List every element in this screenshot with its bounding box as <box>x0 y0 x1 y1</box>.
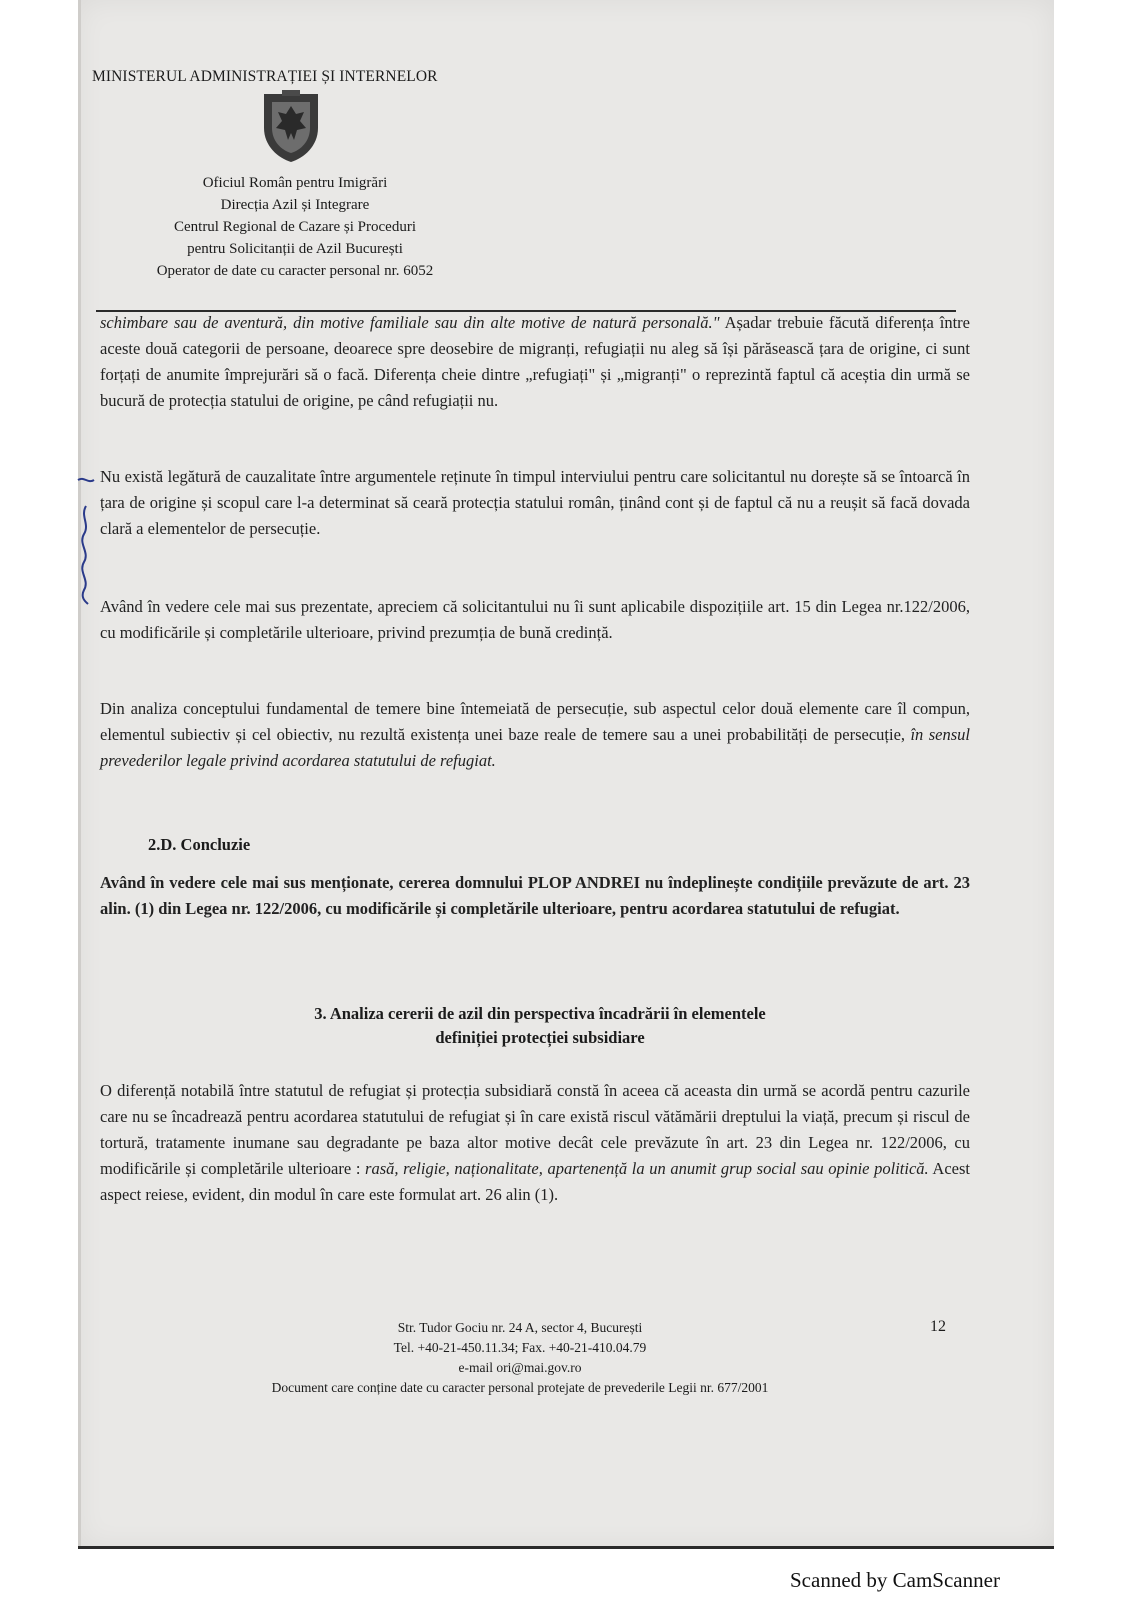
page-bottom-edge <box>78 1546 1054 1549</box>
header-line-5: Operator de date cu caracter personal nr. 6052 <box>156 263 434 279</box>
paragraph-4 <box>100 696 970 774</box>
paragraph-4-italic: în sensul prevederilor legale privind acordarea statutului de refugiat. <box>100 725 970 770</box>
footer-email: e-mail ori@mai.gov.ro <box>458 1360 582 1375</box>
section-heading-3 <box>200 1002 880 1050</box>
section-heading-3-line-2: definiției protecției subsidiare <box>435 1028 645 1047</box>
paragraph-6-text: O diferență notabilă între statutul de refugiat și protecția subsidiară constă în aceea că aceasta din urmă se acordă pentru cazurile care nu se încadrează pentru acordarea statutului de refugiat și în care există riscul vătămării dreptului la viață, precum și riscul de tortură, tratamente inumane sau degradante pe baza altor motive decât cele prevăzute în art. 23 din Legea nr. 122/2006, cu modificările și completările ulterioare : <box>100 1081 970 1178</box>
footer-phone: Tel. +40-21-450.11.34; Fax. +40-21-410.04.79 <box>393 1340 647 1355</box>
header-line-4: pentru Solicitanții de Azil București <box>187 241 403 257</box>
page-footer <box>160 1318 880 1398</box>
paragraph-6-end: Acest aspect reiese, evident, din modul în care este formulat art. 26 alin (1). <box>100 1159 970 1204</box>
institution-header <box>110 172 480 282</box>
paragraph-3: Având în vedere cele mai sus prezentate, apreciem că solicitantului nu îi sunt aplicabile dispozițiile art. 15 din Legea nr.122/2006, cu modificările și completările ulterioare, privind prezumția de bună credință. <box>100 597 970 642</box>
header-line-2: Direcția Azil și Integrare <box>220 197 370 213</box>
paragraph-1 <box>100 310 970 414</box>
paragraph-4-text: Din analiza conceptului fundamental de temere bine întemeiată de persecuție, sub aspectul celor două elemente care îl compun, elementul subiectiv și cel obiectiv, nu rezultă existența unei baze reale de temere sau a unei probabilități de persecuție, <box>100 699 970 744</box>
conclusion-paragraph: Având în vedere cele mai sus menționate, cererea domnului PLOP ANDREI nu îndeplinește condițiile prevăzute de art. 23 alin. (1) din Legea nr. 122/2006, cu modificările și completările ulterioare, pentru acordarea statutului de refugiat. <box>100 873 970 918</box>
footer-address: Str. Tudor Gociu nr. 24 A, sector 4, București <box>397 1320 643 1335</box>
section-heading-2d: 2.D. Concluzie <box>148 835 251 854</box>
coat-of-arms-icon <box>260 88 322 164</box>
page-number: 12 <box>930 1318 946 1335</box>
paragraph-6-italic: rasă, religie, naționalitate, apartenență la un anumit grup social sau opinie politică. <box>365 1159 929 1178</box>
ministry-name: MINISTERUL ADMINISTRAȚIEI ȘI INTERNELOR <box>92 68 438 85</box>
scanner-watermark: Scanned by CamScanner <box>790 1568 1000 1592</box>
paragraph-2: Nu există legătură de cauzalitate între argumentele reținute în timpul interviului pentru care solicitantul nu dorește să se întoarcă în țara de origine și scopul care l-a determinat să ceară protecția statului român, ținând cont și de faptul că nu a reușit să facă dovada clară a elementelor de persecuție. <box>100 467 970 538</box>
paragraph-1-text: Așadar trebuie făcută diferența între aceste două categorii de persoane, deoarece spre deosebire de migranți, refugiații nu aleg să își părăsească țara de origine, ci sunt forțați de anumite împrejurări să o facă. Diferența cheie dintre „refugiați" și „migranți" o reprezintă faptul că aceștia din urmă se bucură de protecția statului de origine, pe când refugiații nu. <box>100 313 970 410</box>
header-line-1: Oficiul Român pentru Imigrări <box>202 175 388 191</box>
paragraph-6 <box>100 1078 970 1208</box>
header-line-3: Centrul Regional de Cazare și Proceduri <box>173 219 416 235</box>
page-left-edge <box>78 0 81 1548</box>
paragraph-1-quote: schimbare sau de aventură, din motive familiale sau din alte motive de natură personală." <box>100 313 720 332</box>
section-heading-3-line-1: 3. Analiza cererii de azil din perspectiva încadrării în elementele <box>314 1004 766 1023</box>
footer-notice: Document care conține date cu caracter personal protejate de prevederile Legii nr. 677/2001 <box>271 1380 769 1395</box>
